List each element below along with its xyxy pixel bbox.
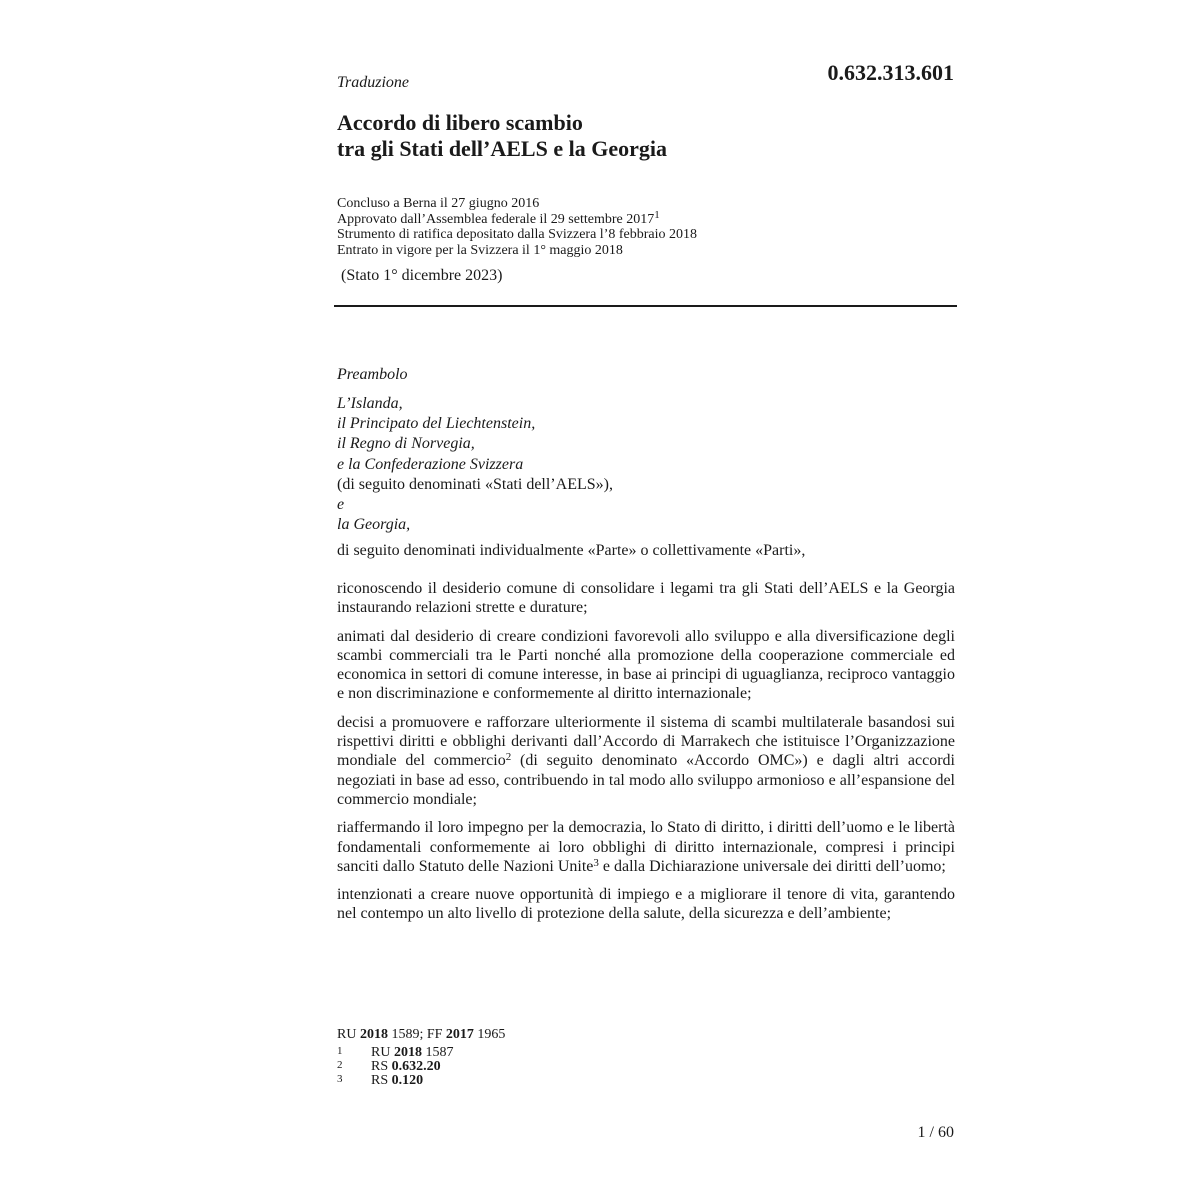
status-date: (Stato 1° dicembre 2023) — [341, 267, 503, 284]
document-number: 0.632.313.601 — [827, 60, 954, 85]
preamble-paragraph: riaffermando il loro impegno per la democrazia, lo Stato di diritto, i diritti dell’uomo e le libertà fondamentali conformemente ai loro obblighi di diritto internazionale, compresi i principi sanciti dallo Statuto delle Nazioni Unite$^3$ e dalla Dichiarazione universale dei diritti dell’uomo; — [337, 819, 955, 875]
parties-list — [337, 394, 613, 535]
party-norway: il Regno di Norvegia, — [337, 435, 475, 453]
parties-designation: di seguito denominati individualmente «Parte» o collettivamente «Parti», — [337, 542, 806, 559]
preamble-paragraph: animati dal desiderio di creare condizioni favorevoli allo sviluppo e alla diversificazione degli scambi commerciali tra le Parti nonché alla promozione della cooperazione commerciale ed economica in settori di comune interesse, in base ai principi di uguaglianza, reciproco vantaggio e non discriminazione e conformemente al diritto internazionale; — [337, 627, 955, 703]
meta-concluded: Concluso a Berna il 27 giugno 2016 — [337, 196, 540, 211]
document-title — [337, 110, 667, 162]
preamble-body — [337, 579, 955, 933]
preamble-heading: Preambolo — [337, 366, 408, 383]
footnote-ref-1[interactable]: 1 — [654, 208, 660, 221]
header-divider — [334, 305, 957, 307]
party-efta-designation: (di seguito denominati «Stati dell’AELS»), — [337, 475, 613, 493]
footnote-item: 3 RS 0.120 — [337, 1073, 424, 1088]
party-conjunction: e — [337, 496, 345, 514]
title-line-1: Accordo di libero scambio — [337, 110, 583, 135]
footnote-ref-2[interactable]: 2 — [505, 751, 512, 764]
document-metadata — [337, 196, 697, 258]
footnotes-list — [337, 1046, 453, 1088]
translation-label: Traduzione — [337, 74, 410, 91]
footnote-mark: 3 — [337, 1073, 343, 1085]
document-page — [337, 0, 957, 1200]
footnote-item: 2 RS 0.632.20 — [337, 1059, 441, 1074]
page-number: 1 / 60 — [917, 1124, 954, 1141]
party-switzerland: e la Confederazione Svizzera — [337, 455, 524, 473]
preamble-paragraph: intenzionati a creare nuove opportunità di impiego e a migliorare il tenore di vita, garantendo nel contempo un alto livello di protezione della salute, della sicurezza e dell’ambiente; — [337, 886, 955, 923]
footnote-mark: 2 — [337, 1059, 343, 1071]
meta-ratified: Strumento di ratifica depositato dalla Svizzera l’8 febbraio 2018 — [337, 227, 697, 242]
publication-source: RU 2018 1589; FF 2017 1965 — [337, 1027, 506, 1042]
footnote-mark: 1 — [337, 1045, 343, 1057]
footnote-ref-3[interactable]: 3 — [593, 856, 599, 869]
meta-in-force: Entrato in vigore per la Svizzera il 1° maggio 2018 — [337, 242, 623, 258]
title-line-2: tra gli Stati dell’AELS e la Georgia — [337, 136, 667, 161]
party-iceland: L’Islanda, — [337, 395, 403, 412]
party-liechtenstein: il Principato del Liechtenstein, — [337, 415, 536, 433]
party-georgia: la Georgia, — [337, 516, 411, 534]
preamble-paragraph: riconoscendo il desiderio comune di consolidare i legami tra gli Stati dell’AELS e la Georgia instaurando relazioni strette e durature; — [337, 580, 955, 617]
footnote-item: 1 RU 2018 1587 — [337, 1045, 454, 1060]
preamble-paragraph: decisi a promuovere e rafforzare ulteriormente il sistema di scambi multilaterale basandosi sui rispettivi diritti e obblighi derivanti dall’Accordo di Marrakech che istituisce l’Organizzazione mondiale del commercio$^2$ (di seguito denominato «Accordo OMC») e dagli altri accordi negoziati in base ad esso, contribuendo in tal modo allo sviluppo armonioso e all’espansione del commercio mondiale; — [337, 713, 955, 808]
meta-approved: Approvato dall’Assemblea federale il 29 settembre 2017$^1$ — [337, 208, 660, 227]
